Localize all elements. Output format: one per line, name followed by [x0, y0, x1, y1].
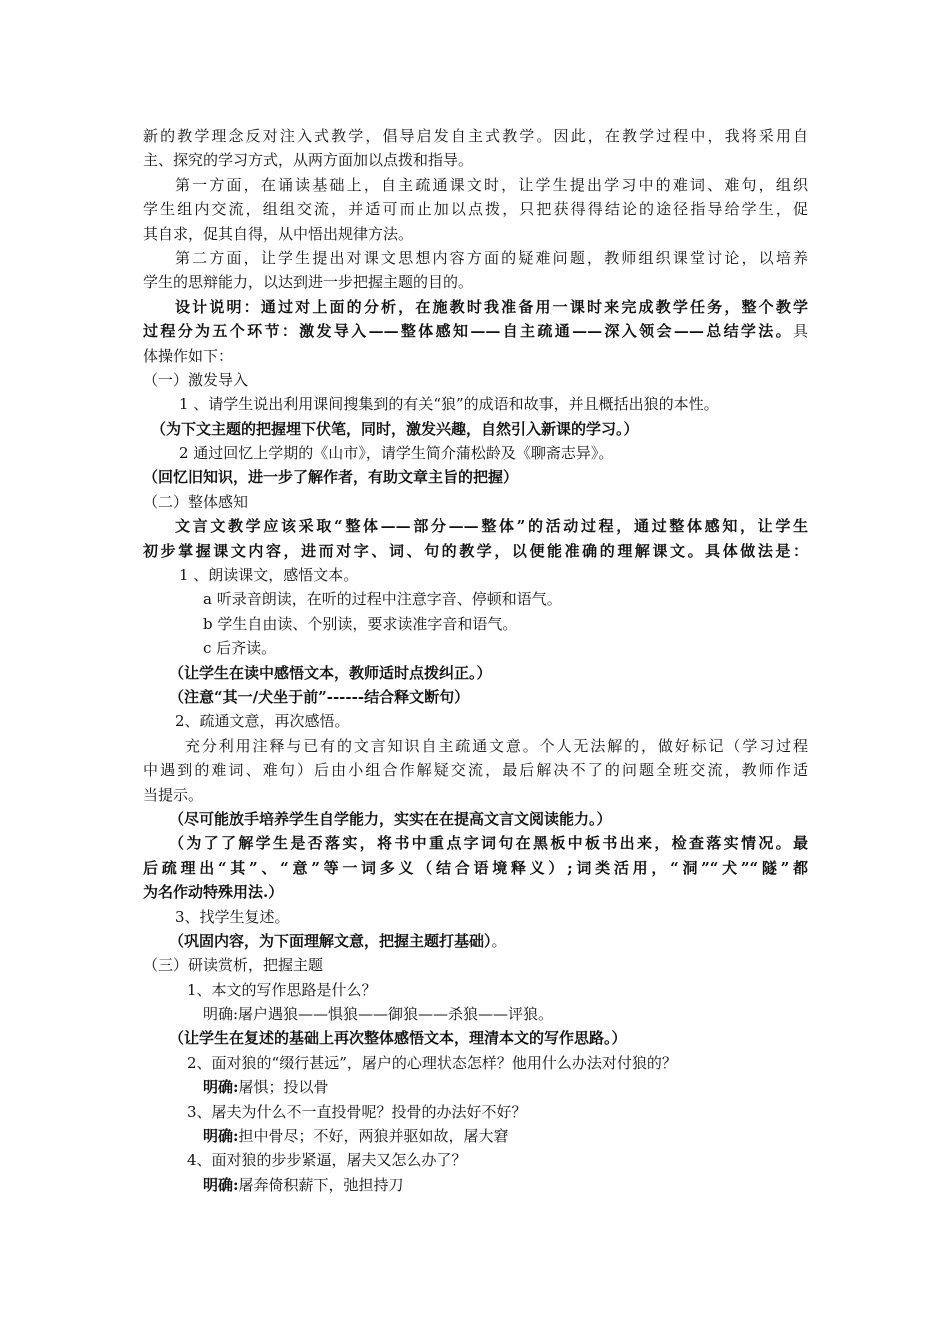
design-note-bold: 过程分为五个环节：激发导入——整体感知——自主疏通——深入领会——总结学法。: [143, 322, 793, 341]
note-line: （回忆旧知识，进一步了解作者，有助文章主旨的把握）: [143, 468, 519, 487]
answer-line: [143, 1075, 808, 1099]
answer-label: 明确:: [203, 1078, 239, 1097]
paragraph-line: 主、探究的学习方式，从两方面加以点拨和指导。: [143, 151, 474, 170]
note-line: （注意“其一/犬坐于前”------结合释文断句）: [169, 687, 470, 706]
answer-text: 屠惧；投以骨: [238, 1078, 329, 1097]
note-line: （为下文主题的把握埋下伏笔，同时，激发兴趣，自然引入新课的学习。）: [151, 419, 639, 438]
answer-text: 担中骨尽；不好，两狼并驱如故，屠大窘: [238, 1127, 509, 1146]
paragraph-line: 当提示。: [143, 785, 204, 804]
paragraph-line: 文言文教学应该采取“整体——部分——整体”的活动过程，通过整体感知，让学生: [175, 517, 808, 536]
section-heading: （二）整体感知: [143, 492, 249, 511]
answer-line: [143, 1124, 808, 1148]
question-item: 2、面对狼的“缀行甚远”，屠户的心理状态怎样？他用什么办法对付狼的？: [187, 1053, 677, 1072]
design-note-line: 设计说明：通过对上面的分析，在施教时我准备用一课时来完成教学任务，整个教学: [175, 297, 808, 316]
question-item: 4、面对狼的步步紧逼，屠夫又怎么办了？: [187, 1151, 467, 1170]
note-line: （为了了解学生是否落实，将书中重点字词句在黑板中板书出来，检查落实情况。最: [169, 834, 808, 853]
sub-list-item: a 听录音朗读，在听的过程中注意字音、停顿和语气。: [203, 590, 562, 609]
paragraph-line: 第一方面，在诵读基础上，自主疏通课文时，让学生提出学习中的难词、难句，组织: [175, 175, 808, 194]
paragraph-line: 新的教学理念反对注入式教学，倡导启发自主式教学。因此，在教学过程中，我将采用自: [143, 127, 808, 145]
note-line: [143, 929, 808, 953]
sub-list-item: b 学生自由读、个别读，要求读准字音和语气。: [203, 614, 518, 633]
answer-line: 明确:屠户遇狼——惧狼——御狼——杀狼——评狼。: [203, 1005, 554, 1024]
note-line: 后疏理出“其”、“意”等一词多义（结合语境释义）;词类活用，“洞”“犬”“隧”都: [143, 858, 808, 877]
design-note-line: [143, 319, 808, 343]
document-body: [143, 124, 808, 1197]
note-line: （让学生在复述的基础上再次整体感悟文本，理清本文的写作思路。）: [169, 1029, 627, 1048]
list-item: 2 通过回忆上学期的《山市》，请学生简介蒲松龄及《聊斋志异》。: [179, 444, 614, 463]
question-item: 1、本文的写作思路是什么？: [187, 980, 377, 999]
question-item: 3、屠夫为什么不一直投骨呢？投骨的办法好不好？: [187, 1102, 527, 1121]
section-heading: （三）研读赏析，把握主题: [143, 956, 324, 975]
paragraph-line: 体操作如下：: [143, 346, 234, 365]
paragraph-line: 学生的思辩能力，以达到进一步把握主题的目的。: [143, 273, 474, 292]
list-item: 3、找学生复述。: [175, 907, 290, 926]
list-item: 1 、请学生说出利用课间搜集到的有关“狼”的成语和故事，并且概括出狼的本性。: [179, 395, 719, 414]
answer-label: 明确:: [203, 1175, 239, 1194]
section-heading: （一）激发导入: [143, 370, 249, 389]
paragraph-line: 学生组内交流，组组交流，并适可而止加以点拨，只把获得得结论的途径指导给学生，促: [143, 200, 808, 219]
answer-text: 屠奔倚积薪下，弛担持刀: [238, 1175, 404, 1194]
note-line: 为名作动特殊用法.）: [143, 883, 284, 902]
note-line: （让学生在读中感悟文本，教师适时点拨纠正。）: [169, 663, 492, 682]
answer-label: 明确:: [203, 1127, 239, 1146]
note-bold: （巩固内容，为下面理解文意，把握主题打基础）: [169, 931, 492, 950]
note-line: （尽可能放手培养学生自学能力，实实在在提高文言文阅读能力。）: [169, 809, 612, 828]
paragraph-line: 第二方面，让学生提出对课文思想内容方面的疑难问题，教师组织课堂讨论，以培养: [175, 248, 808, 267]
paragraph-line: 中遇到的难词、难句）后由小组合作解疑交流，最后解决不了的问题全班交流，教师作适: [143, 761, 808, 780]
sub-list-item: c 后齐读。: [203, 639, 277, 658]
list-item: 1 、朗读课文，感悟文本。: [179, 566, 359, 585]
note-normal: 。: [491, 931, 507, 950]
list-item: 2、疏通文意，再次感悟。: [175, 712, 350, 731]
design-note-normal: 具: [792, 322, 808, 341]
paragraph-line: 充分利用注释与已有的文言知识自主疏通文意。个人无法解的，做好标记（学习过程: [185, 736, 808, 755]
answer-line: [143, 1173, 808, 1197]
paragraph-line: 其自求，促其自得，从中悟出规律方法。: [143, 224, 414, 243]
paragraph-line: 初步掌握课文内容，进而对字、词、句的教学，以便能准确的理解课文。具体做法是：: [143, 541, 808, 560]
